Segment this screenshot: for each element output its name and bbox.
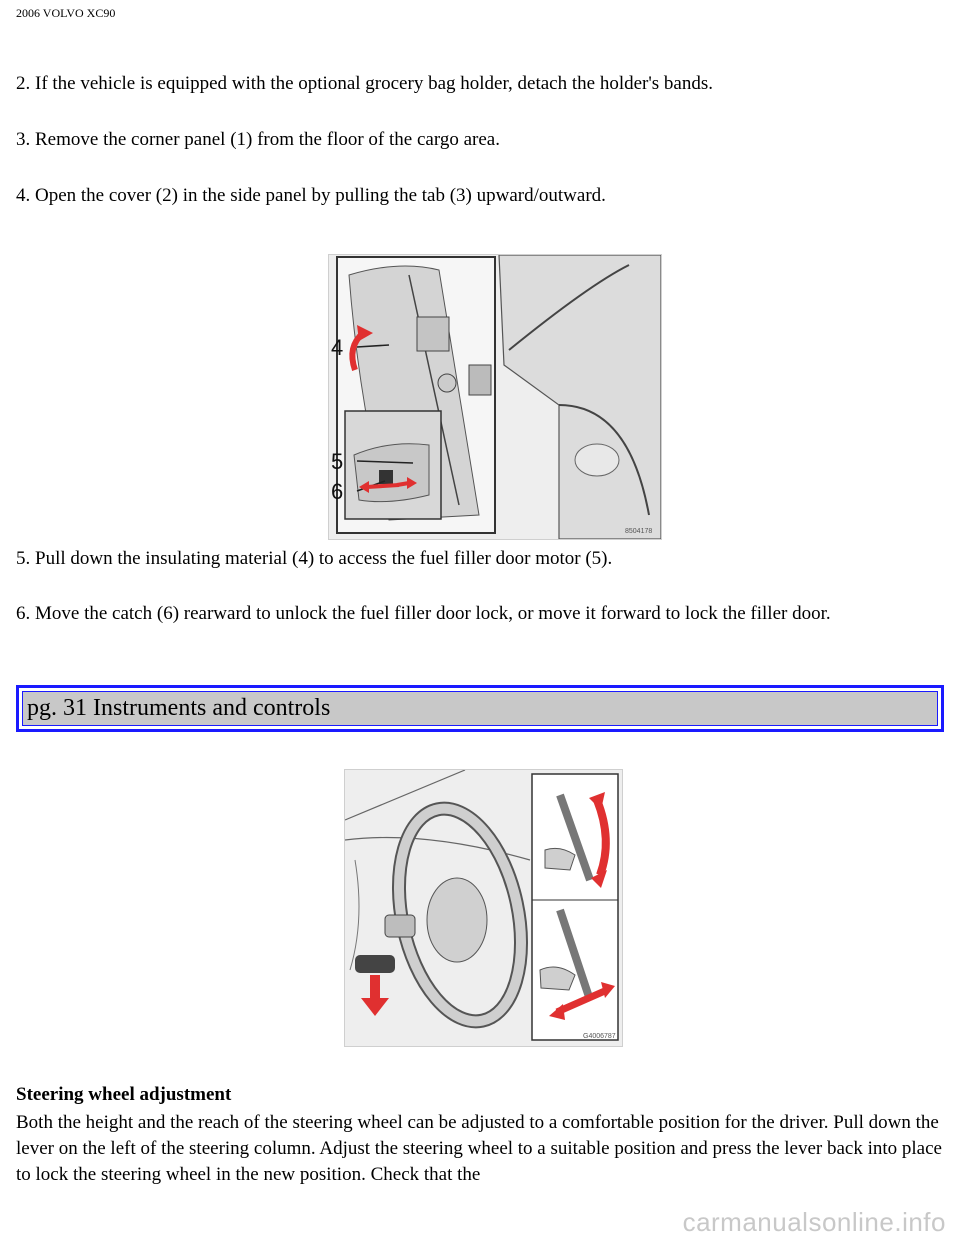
section-heading: Steering wheel adjustment [16,1084,232,1105]
step-5-text: 5. Pull down the insulating material (4) to access the fuel filler door motor (5). [16,548,613,569]
fuel-filler-figure [328,254,662,540]
document-header: 2006 VOLVO XC90 [16,6,116,20]
steering-wheel-figure [344,769,623,1047]
figure-code: 8504178 [625,528,653,535]
step-4-text: 4. Open the cover (2) in the side panel by pulling the tab (3) upward/outward. [16,185,606,206]
step-2-text: 2. If the vehicle is equipped with the optional grocery bag holder, detach the holder's bands. [16,73,714,94]
step-6-text: 6. Move the catch (6) rearward to unlock the fuel filler door lock, or move it forward to lock the filler door. [16,603,831,624]
section-body: Both the height and the reach of the steering wheel can be adjusted to a comfortable position for the driver. Pull down the lever on the left of the steering column. Adjust the steering wheel to a suitable position and press the lever back into place to lock the steering wheel in the new position. Check that the [16,1112,942,1185]
callout-6: 6 [331,479,344,504]
step-3-text: 3. Remove the corner panel (1) from the floor of the cargo area. [16,129,500,150]
watermark: carmanualsonline.info [682,1207,946,1237]
page-banner [16,685,944,732]
callout-5: 5 [331,449,344,474]
banner-title: pg. 31 Instruments and controls [22,691,938,726]
callout-4: 4 [331,335,344,360]
figure2-code: G4006787 [583,1033,616,1040]
